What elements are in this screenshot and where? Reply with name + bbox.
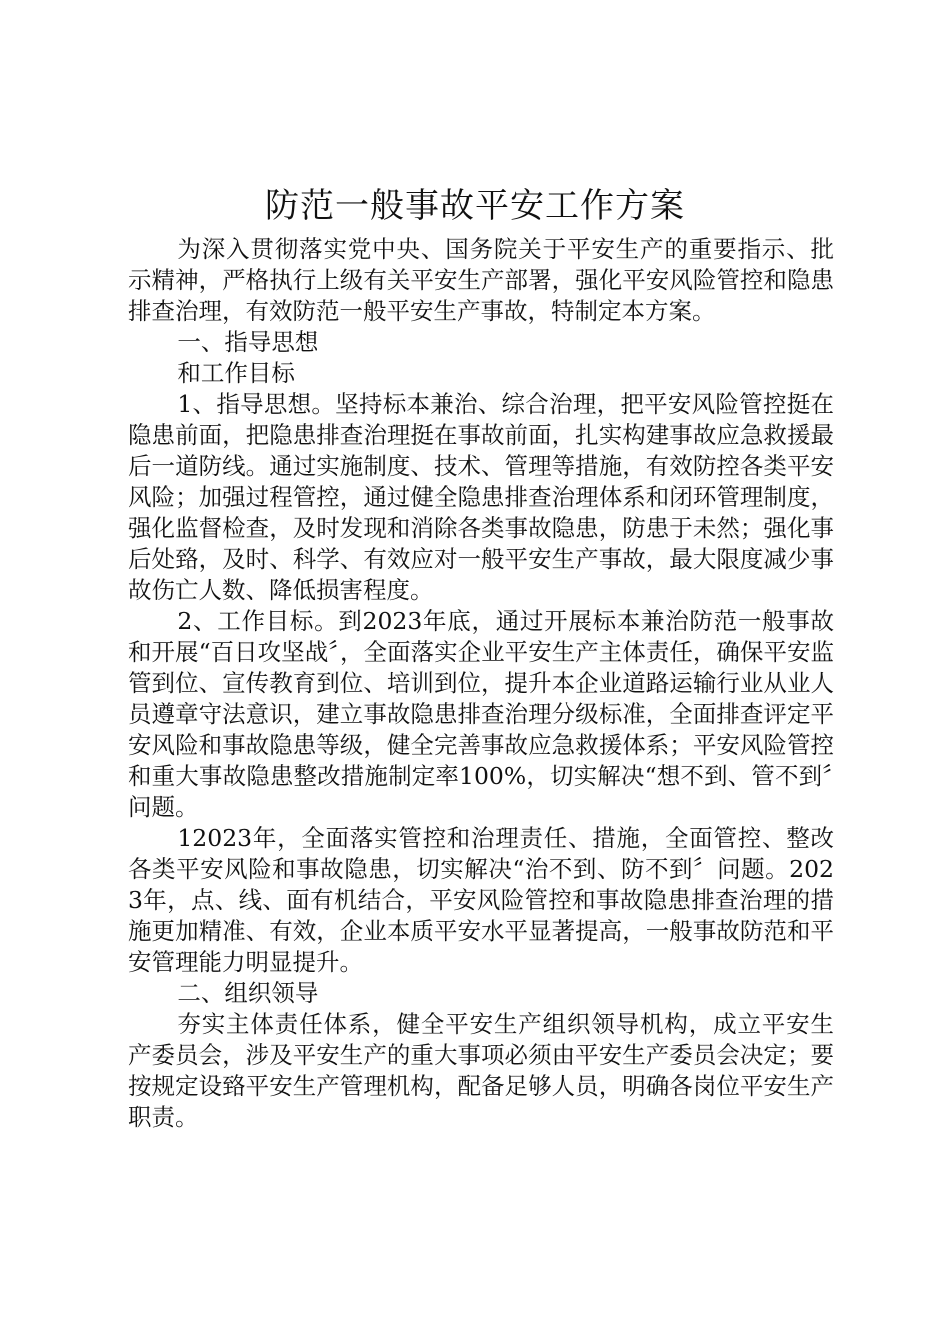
section-heading-work-goals: 和工作目标 [177,359,295,387]
section-heading-guiding-thought: 一、指导思想 [177,328,319,356]
organization-paragraph: 夯实主体责任体系，健全平安生产组织领导机构，成立平安生产委员会，涉及平安生产的重大事项必须由平安生产委员会决定；要按规定设臵平安生产管理机构，配备足够人员，明确各岗位平安生产职责。 [128,1010,834,1131]
work-goals-paragraph: 2、工作目标。到2023年底，通过开展标本兼治防范一般事故和开展“百日攻坚战〞，全面落实企业平安生产主体责任，确保平安监管到位、宣传教育到位、培训到位，提升本企业道路运输行业从业人员遵章守法意识，建立事故隐患排查治理分级标准，全面排查评定平安风险和事故隐患等级，健全完善事故应急救援体系；平安风险管控和重大事故隐患整改措施制定率100%，切实解决“想不到、管不到〞问题。 [128,607,834,821]
guiding-thought-paragraph: 1、指导思想。坚持标本兼治、综合治理，把平安风险管控挺在隐患前面，把隐患排查治理挺在事故前面，扎实构建事故应急救援最后一道防线。通过实施制度、技术、管理等措施，有效防控各类平安风险；加强过程管控，通过健全隐患排查治理体系和闭环管理制度，强化监督检查，及时发现和消除各类事故隐患，防患于未然；强化事后处臵，及时、科学、有效应对一般平安生产事故，最大限度减少事故伤亡人数、降低损害程度。 [128,390,834,604]
section-heading-organization: 二、组织领导 [177,979,319,1007]
document-body [128,234,834,1133]
intro-paragraph: 为深入贯彻落实党中央、国务院关于平安生产的重要指示、批示精神，严格执行上级有关平安生产部署，强化平安风险管控和隐患排查治理，有效防范一般平安生产事故，特制定本方案。 [128,235,834,325]
document-title: 防范一般事故平安工作方案 [265,186,685,226]
year-plan-paragraph: 12023年，全面落实管控和治理责任、措施，全面管控、整改各类平安风险和事故隐患，切实解决“治不到、防不到〞问题。2023年，点、线、面有机结合，平安风险管控和事故隐患排查治理的措施更加精准、有效，企业本质平安水平显著提高，一般事故防范和平安管理能力明显提升。 [128,824,834,976]
